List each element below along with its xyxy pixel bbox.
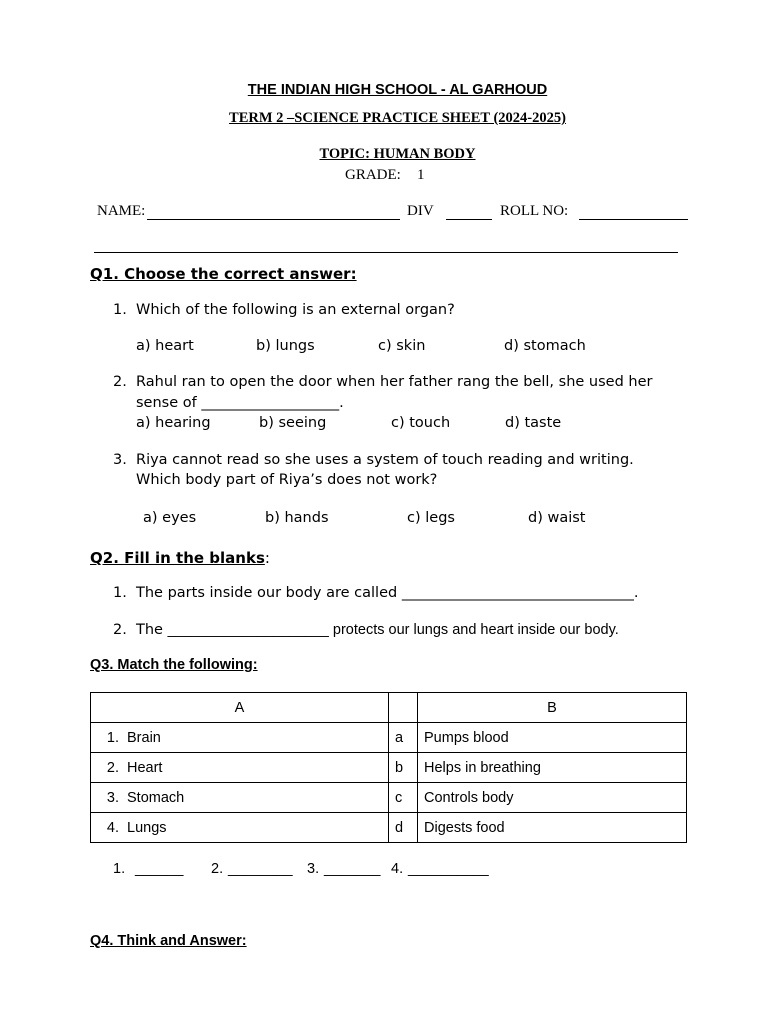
roll-line[interactable] <box>579 219 688 220</box>
table-row <box>91 753 687 783</box>
q3-title: Q3. Match the following: <box>90 657 258 673</box>
div-line[interactable] <box>446 219 492 220</box>
answer-3-blank[interactable]: _______ <box>324 861 381 877</box>
col-a-cell <box>91 753 389 783</box>
answer-2-num: 2. <box>211 861 224 877</box>
col-a-cell <box>91 813 389 843</box>
q1-item-2-text-line2: sense of ___________________. <box>136 395 344 411</box>
q1-item-1-option-c[interactable]: c) skin <box>378 338 426 354</box>
separator-line <box>94 252 678 253</box>
letter-cell: b <box>389 753 418 783</box>
answer-4-num: 4. <box>391 861 404 877</box>
row-a-text: Stomach <box>127 789 185 806</box>
answer-1-blank[interactable]: ______ <box>135 861 184 877</box>
q1-item-2-option-c[interactable]: c) touch <box>391 415 451 431</box>
row-number: 1. <box>106 729 119 746</box>
q1-item-3-option-b[interactable]: b) hands <box>265 510 329 526</box>
q2-item-2-blank[interactable]: ____________________ <box>167 622 329 638</box>
col-a-cell <box>91 723 389 753</box>
answer-4-blank[interactable]: __________ <box>408 861 489 877</box>
row-a-text: Heart <box>127 759 163 776</box>
roll-label: ROLL NO: <box>500 203 569 219</box>
q1-item-3-option-c[interactable]: c) legs <box>407 510 455 526</box>
q2-item-2-text <box>136 622 619 639</box>
q2-item-2-text-a: The <box>136 622 168 638</box>
grade-value: 1 <box>417 167 425 183</box>
q2-item-2-num: 2. <box>113 622 127 638</box>
q2-item-2-text-b: protects our lungs and heart inside our body. <box>328 622 619 638</box>
row-a-text: Brain <box>127 729 161 746</box>
name-line[interactable] <box>147 219 400 220</box>
col-letter-header <box>389 693 418 723</box>
q2-title <box>90 549 270 567</box>
q1-item-3-option-a[interactable]: a) eyes <box>143 510 197 526</box>
col-b-cell: Controls body <box>418 783 687 813</box>
q2-item-1-num: 1. <box>113 585 127 601</box>
q1-title: Q1. Choose the correct answer: <box>90 265 357 283</box>
col-a-cell <box>91 783 389 813</box>
q1-item-2-text-line1: Rahul ran to open the door when her father rang the bell, she used her <box>136 374 653 390</box>
row-a-text: Lungs <box>127 819 167 836</box>
q1-item-1-num: 1. <box>113 302 127 318</box>
col-b-cell: Helps in breathing <box>418 753 687 783</box>
q2-title-colon: : <box>264 549 270 567</box>
letter-cell: a <box>389 723 418 753</box>
table-row <box>91 783 687 813</box>
q1-item-3-text-line2: Which body part of Riya’s does not work? <box>136 472 438 488</box>
col-a-header: A <box>91 693 389 723</box>
q2-title-text: Q2. Fill in the blanks <box>90 549 265 567</box>
row-number: 4. <box>106 819 119 836</box>
row-number: 3. <box>106 789 119 806</box>
q1-item-1-option-b[interactable]: b) lungs <box>256 338 315 354</box>
school-name: THE INDIAN HIGH SCHOOL - AL GARHOUD <box>247 82 548 98</box>
letter-cell: d <box>389 813 418 843</box>
q1-item-2-num: 2. <box>113 374 127 390</box>
col-b-cell: Pumps blood <box>418 723 687 753</box>
div-label: DIV <box>407 203 434 219</box>
answer-2-blank[interactable]: ________ <box>228 861 293 877</box>
q1-item-2-option-b[interactable]: b) seeing <box>259 415 327 431</box>
letter-cell: c <box>389 783 418 813</box>
table-row <box>91 723 687 753</box>
q1-item-1-option-d[interactable]: d) stomach <box>504 338 586 354</box>
q1-item-3-num: 3. <box>113 452 127 468</box>
topic-title: TOPIC: HUMAN BODY <box>319 146 476 162</box>
match-table-header <box>91 693 687 723</box>
q1-item-1-option-a[interactable]: a) heart <box>136 338 194 354</box>
col-b-cell: Digests food <box>418 813 687 843</box>
q1-item-3-option-d[interactable]: d) waist <box>528 510 586 526</box>
table-row <box>91 813 687 843</box>
col-b-header: B <box>418 693 687 723</box>
answer-3-num: 3. <box>307 861 320 877</box>
name-label: NAME: <box>97 203 146 219</box>
q1-item-1-text: Which of the following is an external organ? <box>136 302 455 318</box>
sheet-title: TERM 2 –SCIENCE PRACTICE SHEET (2024-2025) <box>229 110 566 126</box>
q1-item-2-option-a[interactable]: a) hearing <box>136 415 211 431</box>
match-table <box>90 692 687 843</box>
q2-item-1-text: The parts inside our body are called ________________________________. <box>136 585 639 601</box>
row-number: 2. <box>106 759 119 776</box>
q1-item-3-text-line1: Riya cannot read so she uses a system of touch reading and writing. <box>136 452 634 468</box>
q4-title: Q4. Think and Answer: <box>90 933 247 949</box>
answer-1-num: 1. <box>113 861 126 877</box>
grade-label: GRADE: <box>345 167 401 183</box>
q1-item-2-option-d[interactable]: d) taste <box>505 415 562 431</box>
